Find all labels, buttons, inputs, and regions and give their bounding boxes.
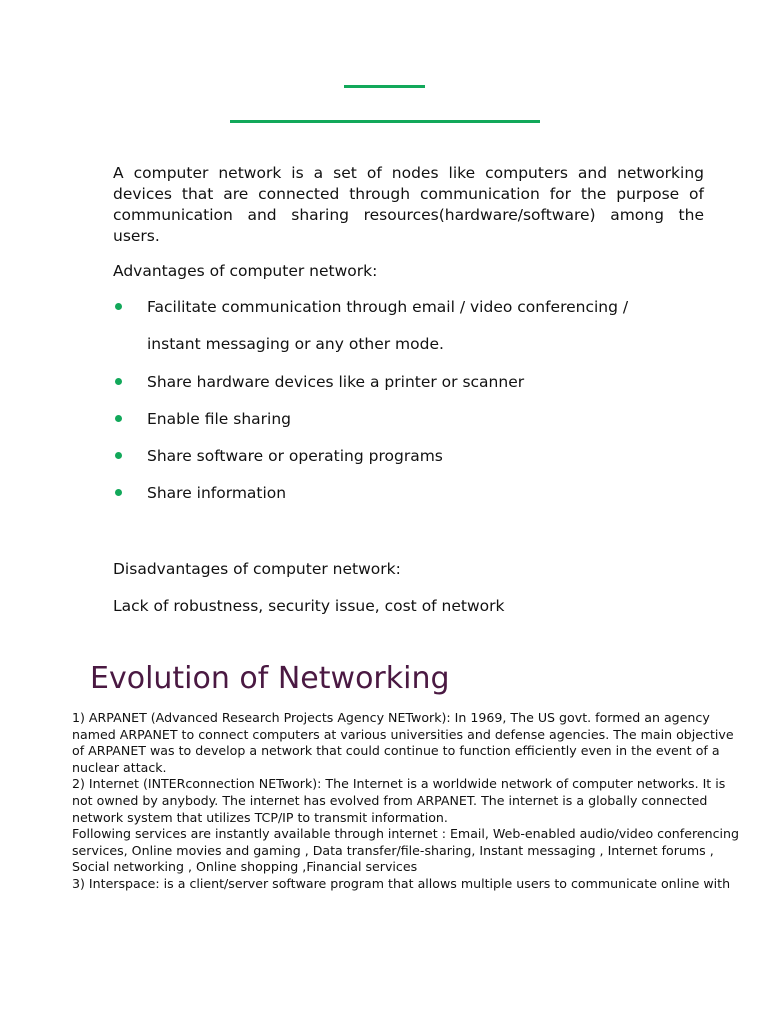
list-item-text: instant messaging or any other mode.: [147, 335, 444, 353]
list-item: [113, 483, 713, 520]
advantages-heading: Advantages of computer network:: [113, 262, 378, 280]
list-item: [113, 446, 713, 483]
list-item-text: Share hardware devices like a printer or scanner: [147, 373, 525, 391]
evolution-paragraph-internet: 2) Internet (INTERconnection NETwork): The Internet is a worldwide network of computer networks. It is not owned by anybody. The internet has evolved from ARPANET. The internet is a globally connected network system that utilizes TCP/IP to transmit information.: [72, 776, 726, 825]
evolution-paragraph-services: Following services are instantly available through internet : Email, Web-enabled audio/video conferencing services, Online movies and gaming , Data transfer/file-sharing, Instant messaging , Internet forums , Social networking , Online shopping ,Financial services: [72, 826, 739, 875]
list-item-text: Enable file sharing: [147, 410, 291, 428]
bullet-dot-icon: [115, 303, 122, 310]
evolution-body: [72, 710, 742, 893]
advantages-list: [113, 297, 713, 520]
disadvantages-heading: Disadvantages of computer network:: [113, 560, 401, 578]
bullet-dot-icon: [115, 489, 122, 496]
list-item: [113, 409, 713, 446]
list-item-text: Facilitate communication through email / video conferencing /: [147, 298, 629, 316]
intro-paragraph: A computer network is a set of nodes like computers and networking devices that are connected through communication for the purpose of communication and sharing resources(hardware/software) among the users.: [113, 164, 704, 245]
evolution-paragraph-interspace: 3) Interspace: is a client/server software program that allows multiple users to communicate online with: [72, 875, 731, 891]
bullet-dot-icon: [115, 452, 122, 459]
disadvantages-text: Lack of robustness, security issue, cost of network: [113, 597, 505, 615]
decorative-rule-long: [230, 120, 540, 123]
evolution-paragraph-arpanet: 1) ARPANET (Advanced Research Projects Agency NETwork): In 1969, The US govt. formed an agency named ARPANET to connect computers at various universities and defense agencies. The main objective of ARPANET was to develop a network that could continue to function efficiently even in the event of a nuclear attack.: [72, 710, 734, 775]
decorative-rule-short: [344, 85, 425, 88]
bullet-dot-icon: [115, 415, 122, 422]
list-item: [113, 297, 713, 372]
list-item-text: Share information: [147, 484, 287, 502]
list-item: [113, 372, 713, 409]
section-title: Evolution of Networking: [90, 661, 450, 696]
list-item-text: Share software or operating programs: [147, 447, 443, 465]
bullet-dot-icon: [115, 378, 122, 385]
